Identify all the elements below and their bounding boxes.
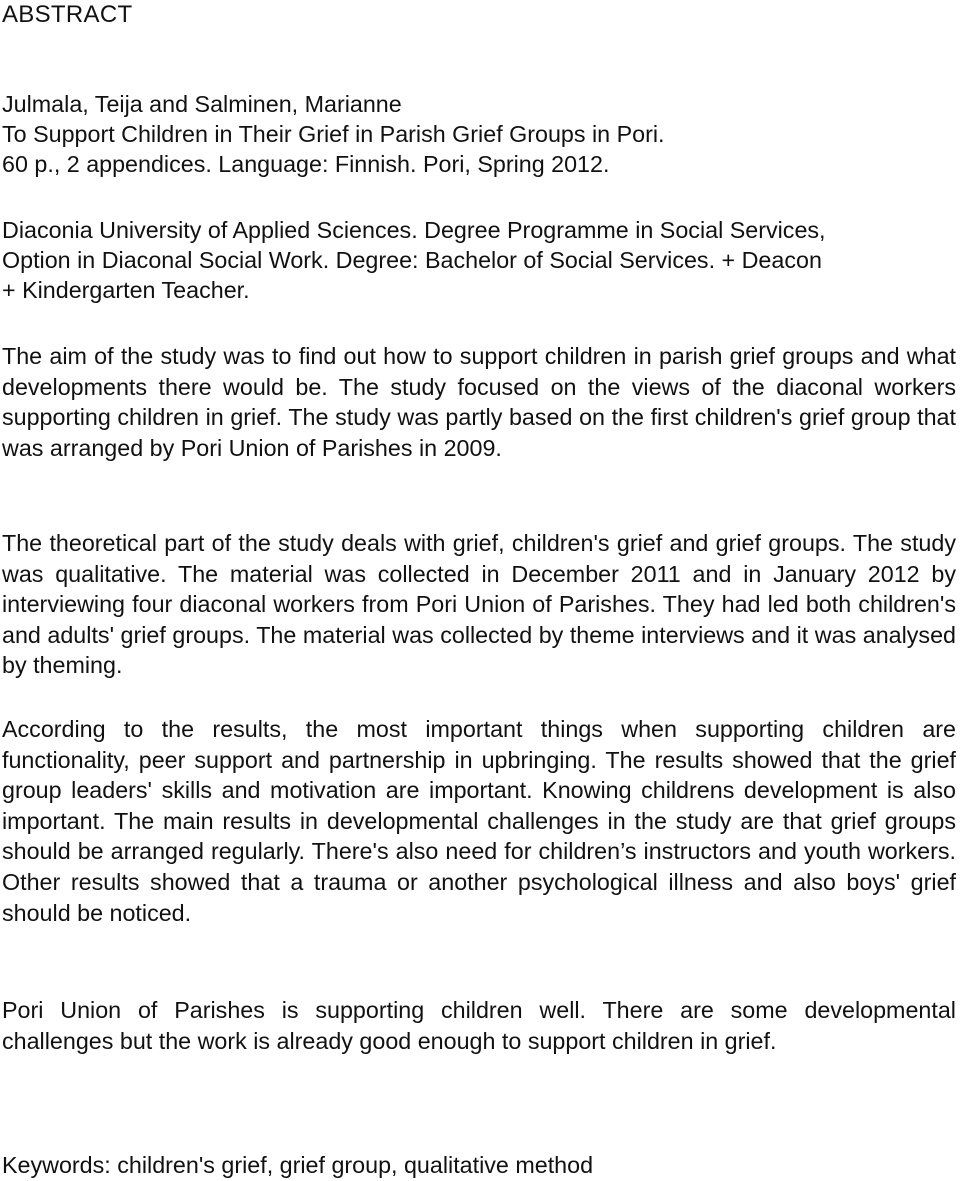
thesis-details: 60 p., 2 appendices. Language: Finnish. Pori, Spring 2012.: [2, 151, 610, 177]
authors: Julmala, Teija and Salminen, Marianne: [2, 91, 402, 117]
paragraph-aim: The aim of the study was to find out how to support children in parish grief groups and what developments there would be. The study focused on the views of the diaconal workers supporting children in grief. The study was partly based on the first children's grief group that was arranged by Pori Union of Parishes in 2009.: [2, 343, 956, 461]
paragraph-conclusion: Pori Union of Parishes is supporting children well. There are some developmental challenges but the work is already good enough to support children in grief.: [2, 997, 956, 1054]
thesis-title: To Support Children in Their Grief in Parish Grief Groups in Pori.: [2, 121, 665, 147]
paragraph-results: According to the results, the most important things when supporting children are functionality, peer support and partnership in upbringing. The results showed that the grief group leaders' skills and motivation are important. Knowing childrens development is also important. The main results in developmental challenges in the study are that grief groups should be arranged regularly. There's also need for children’s instructors and youth workers. Other results showed that a trauma or another psychological illness and also boys' grief should be noticed.: [2, 716, 956, 926]
institution-info: [2, 215, 956, 305]
paragraph-theory: The theoretical part of the study deals with grief, children's grief and grief groups. The study was qualitative. The material was collected in December 2011 and in January 2012 by interviewing four diaconal workers from Pori Union of Parishes. They had led both children's and adults' grief groups. The material was collected by theme interviews and it was analysed by theming.: [2, 530, 956, 679]
keywords: Keywords: children's grief, grief group, qualitative method: [2, 1152, 594, 1178]
institution-line-2: Option in Diaconal Social Work. Degree: Bachelor of Social Services. + Deacon: [2, 247, 822, 273]
bibliographic-info: [2, 89, 956, 179]
institution-line-1: Diaconia University of Applied Sciences. Degree Programme in Social Services,: [2, 217, 826, 243]
abstract-heading: ABSTRACT: [2, 1, 133, 28]
institution-line-3: + Kindergarten Teacher.: [2, 277, 250, 303]
